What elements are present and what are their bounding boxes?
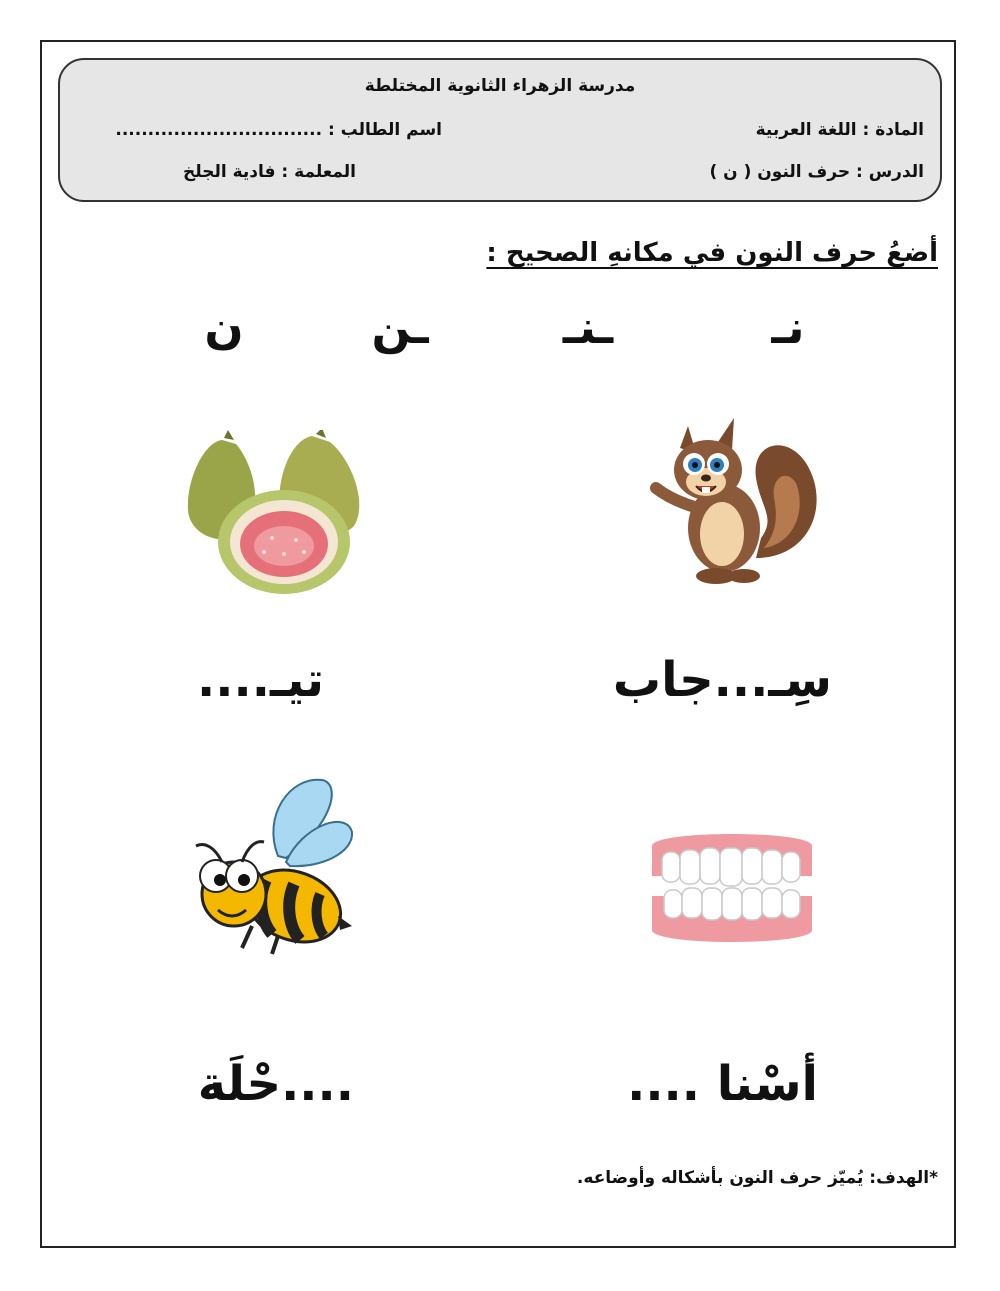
word-squirrel: سِـ...جاب xyxy=(612,652,832,708)
figs-icon xyxy=(184,430,364,596)
lesson-label: الدرس : حرف النون ( ن ) xyxy=(709,162,924,182)
student-name-field: اسم الطالب : ................................ xyxy=(115,120,442,140)
subject-label: المادة : اللغة العربية xyxy=(755,120,924,140)
instruction-heading: أضعُ حرف النون في مكانهِ الصحيح : xyxy=(486,238,938,268)
worksheet-header xyxy=(58,58,942,202)
letter-form-medial: ـنـ xyxy=(562,300,614,354)
squirrel-icon xyxy=(636,408,826,586)
teeth-icon xyxy=(642,826,822,948)
letter-forms-row xyxy=(0,300,1000,360)
letter-form-final: ـن xyxy=(371,300,429,354)
page-border xyxy=(40,40,956,1248)
letter-form-initial: نـ xyxy=(771,300,805,354)
word-figs: تيـ.... xyxy=(197,652,324,708)
lesson-goal: *الهدف: يُميّز حرف النون بأشكاله وأوضاعه. xyxy=(576,1168,938,1188)
word-bee: ....حْلَة xyxy=(197,1056,354,1112)
school-name: مدرسة الزهراء الثانوية المختلطة xyxy=(364,76,636,96)
letter-form-isolated: ن xyxy=(204,300,244,354)
teacher-label: المعلمة : فادية الجلخ xyxy=(183,162,356,182)
bee-icon xyxy=(182,776,354,956)
word-teeth: أسْنا .... xyxy=(627,1056,818,1112)
